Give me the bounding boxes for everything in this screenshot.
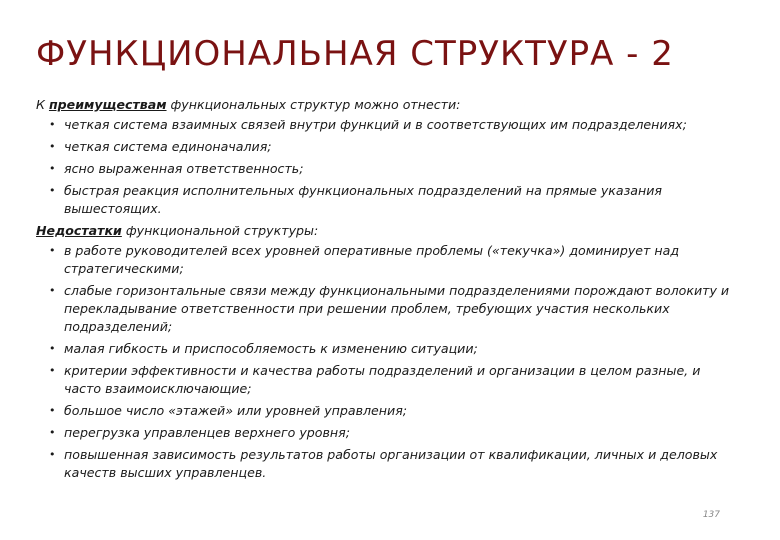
disadvantages-keyword: Недостатки: [36, 223, 122, 238]
list-item-text: четкая система взаимных связей внутри функций и в соответствующих им подразделениях;: [64, 117, 687, 132]
list-item-text: перегрузка управленцев верхнего уровня;: [64, 425, 350, 440]
list-item: [49, 424, 736, 442]
slide-title: ФУНКЦИОНАЛЬНАЯ СТРУКТУРА - 2: [36, 34, 674, 74]
list-item-text: в работе руководителей всех уровней оперативные проблемы («текучка») доминирует над стратегическими;: [64, 243, 680, 276]
list-item-text: большое число «этажей» или уровней управления;: [64, 403, 408, 418]
disadvantages-intro: [36, 222, 736, 240]
advantages-prefix: К: [36, 97, 49, 112]
bullet-icon: •: [49, 342, 56, 355]
list-item: [49, 138, 736, 156]
list-item-text: повышенная зависимость результатов работы организации от квалификации, личных и деловых качеств высших управленцев.: [64, 447, 718, 480]
bullet-icon: •: [49, 244, 56, 257]
bullet-icon: •: [49, 426, 56, 439]
page-number: 137: [702, 510, 720, 520]
bullet-icon: •: [49, 448, 56, 461]
list-item: [49, 160, 736, 178]
list-item-text: малая гибкость и приспособляемость к изменению ситуации;: [64, 341, 478, 356]
bullet-icon: •: [49, 184, 56, 197]
bullet-icon: •: [49, 404, 56, 417]
list-item: [49, 242, 736, 278]
list-item: [49, 116, 736, 134]
bullet-icon: •: [49, 140, 56, 153]
list-item-text: быстрая реакция исполнительных функциональных подразделений на прямые указания вышестоящих.: [64, 183, 663, 216]
bullet-icon: •: [49, 284, 56, 297]
list-item: [49, 340, 736, 358]
list-item-text: критерии эффективности и качества работы подразделений и организации в целом разные, и часто взаимоисключающие;: [64, 363, 701, 396]
list-item: [49, 446, 736, 482]
advantages-suffix: функциональных структур можно отнести:: [166, 97, 461, 112]
list-item-text: ясно выраженная ответственность;: [64, 161, 304, 176]
advantages-list: [36, 116, 736, 218]
bullet-icon: •: [49, 162, 56, 175]
list-item: [49, 402, 736, 420]
list-item: [49, 282, 736, 336]
disadvantages-list: [36, 242, 736, 482]
bullet-icon: •: [49, 118, 56, 131]
advantages-keyword: преимуществам: [48, 97, 167, 112]
list-item-text: слабые горизонтальные связи между функциональными подразделениями порождают волокиту и перекладывание ответственности при решении проблем, требующих участия нескольких подразделений;: [64, 283, 730, 334]
advantages-intro: [36, 96, 736, 114]
disadvantages-suffix: функциональной структуры:: [121, 223, 319, 238]
bullet-icon: •: [49, 364, 56, 377]
slide-content: [36, 96, 736, 486]
list-item: [49, 362, 736, 398]
list-item: [49, 182, 736, 218]
list-item-text: четкая система единоначалия;: [64, 139, 272, 154]
